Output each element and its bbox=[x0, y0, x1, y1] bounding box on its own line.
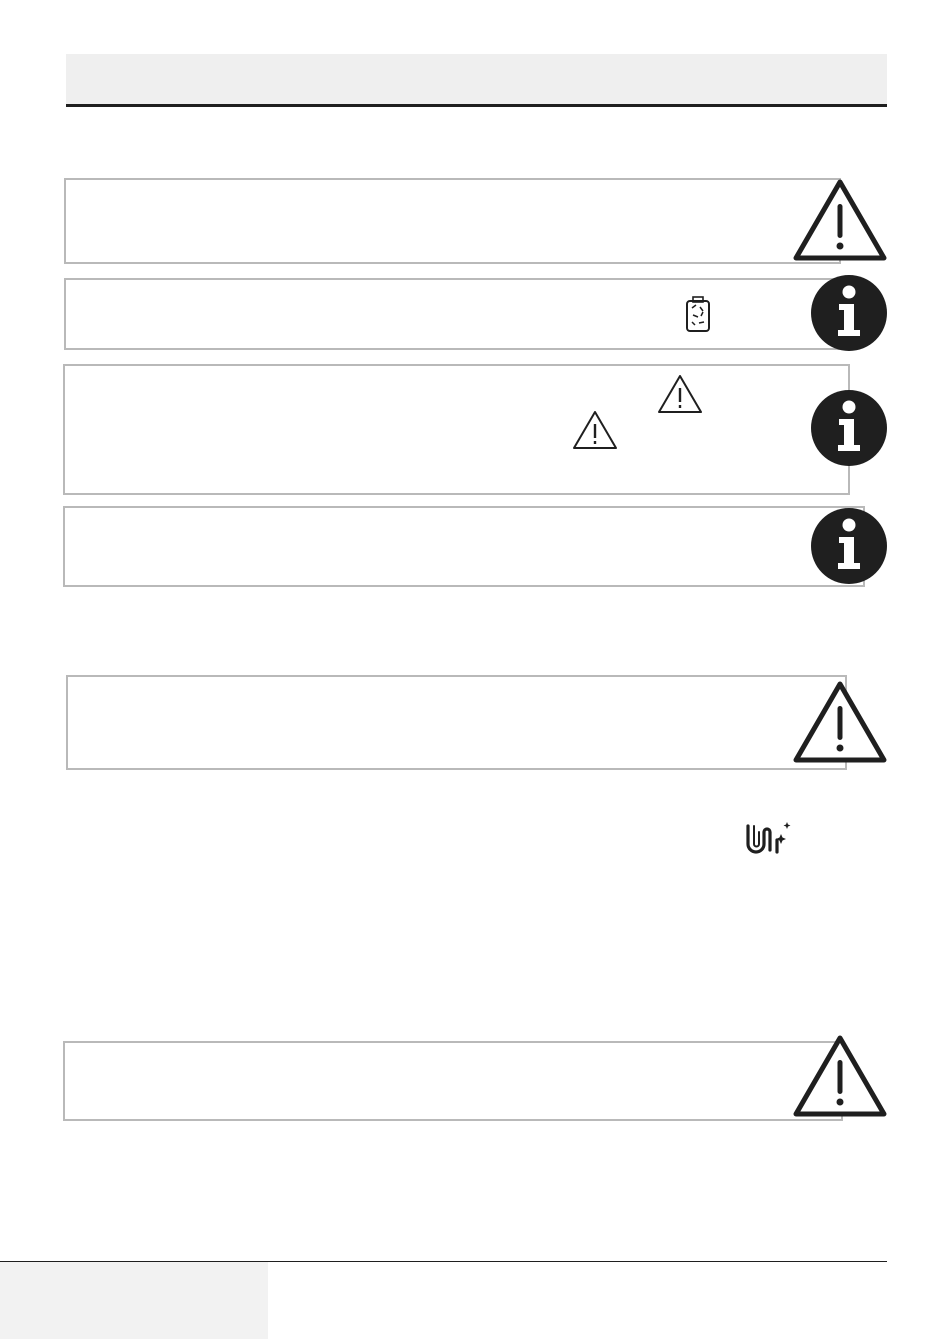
info-notice-2 bbox=[63, 364, 850, 495]
footer-page-label-band bbox=[0, 1262, 268, 1339]
pump-clean-icon bbox=[745, 820, 793, 856]
warning-triangle-icon bbox=[792, 680, 888, 764]
info-icon bbox=[810, 274, 888, 352]
info-icon bbox=[810, 389, 888, 467]
info-notice-3 bbox=[63, 506, 865, 587]
info-notice-1 bbox=[64, 278, 848, 350]
warning-triangle-icon bbox=[792, 178, 888, 262]
small-warning-triangle-icon bbox=[657, 374, 703, 414]
small-warning-triangle-icon bbox=[572, 410, 618, 450]
warning-notice-3 bbox=[63, 1041, 843, 1121]
page-header bbox=[66, 54, 887, 107]
info-icon bbox=[810, 507, 888, 585]
detergent-container-icon bbox=[685, 295, 711, 333]
warning-notice-1 bbox=[64, 178, 841, 264]
warning-triangle-icon bbox=[792, 1034, 888, 1118]
warning-notice-2 bbox=[66, 675, 847, 770]
